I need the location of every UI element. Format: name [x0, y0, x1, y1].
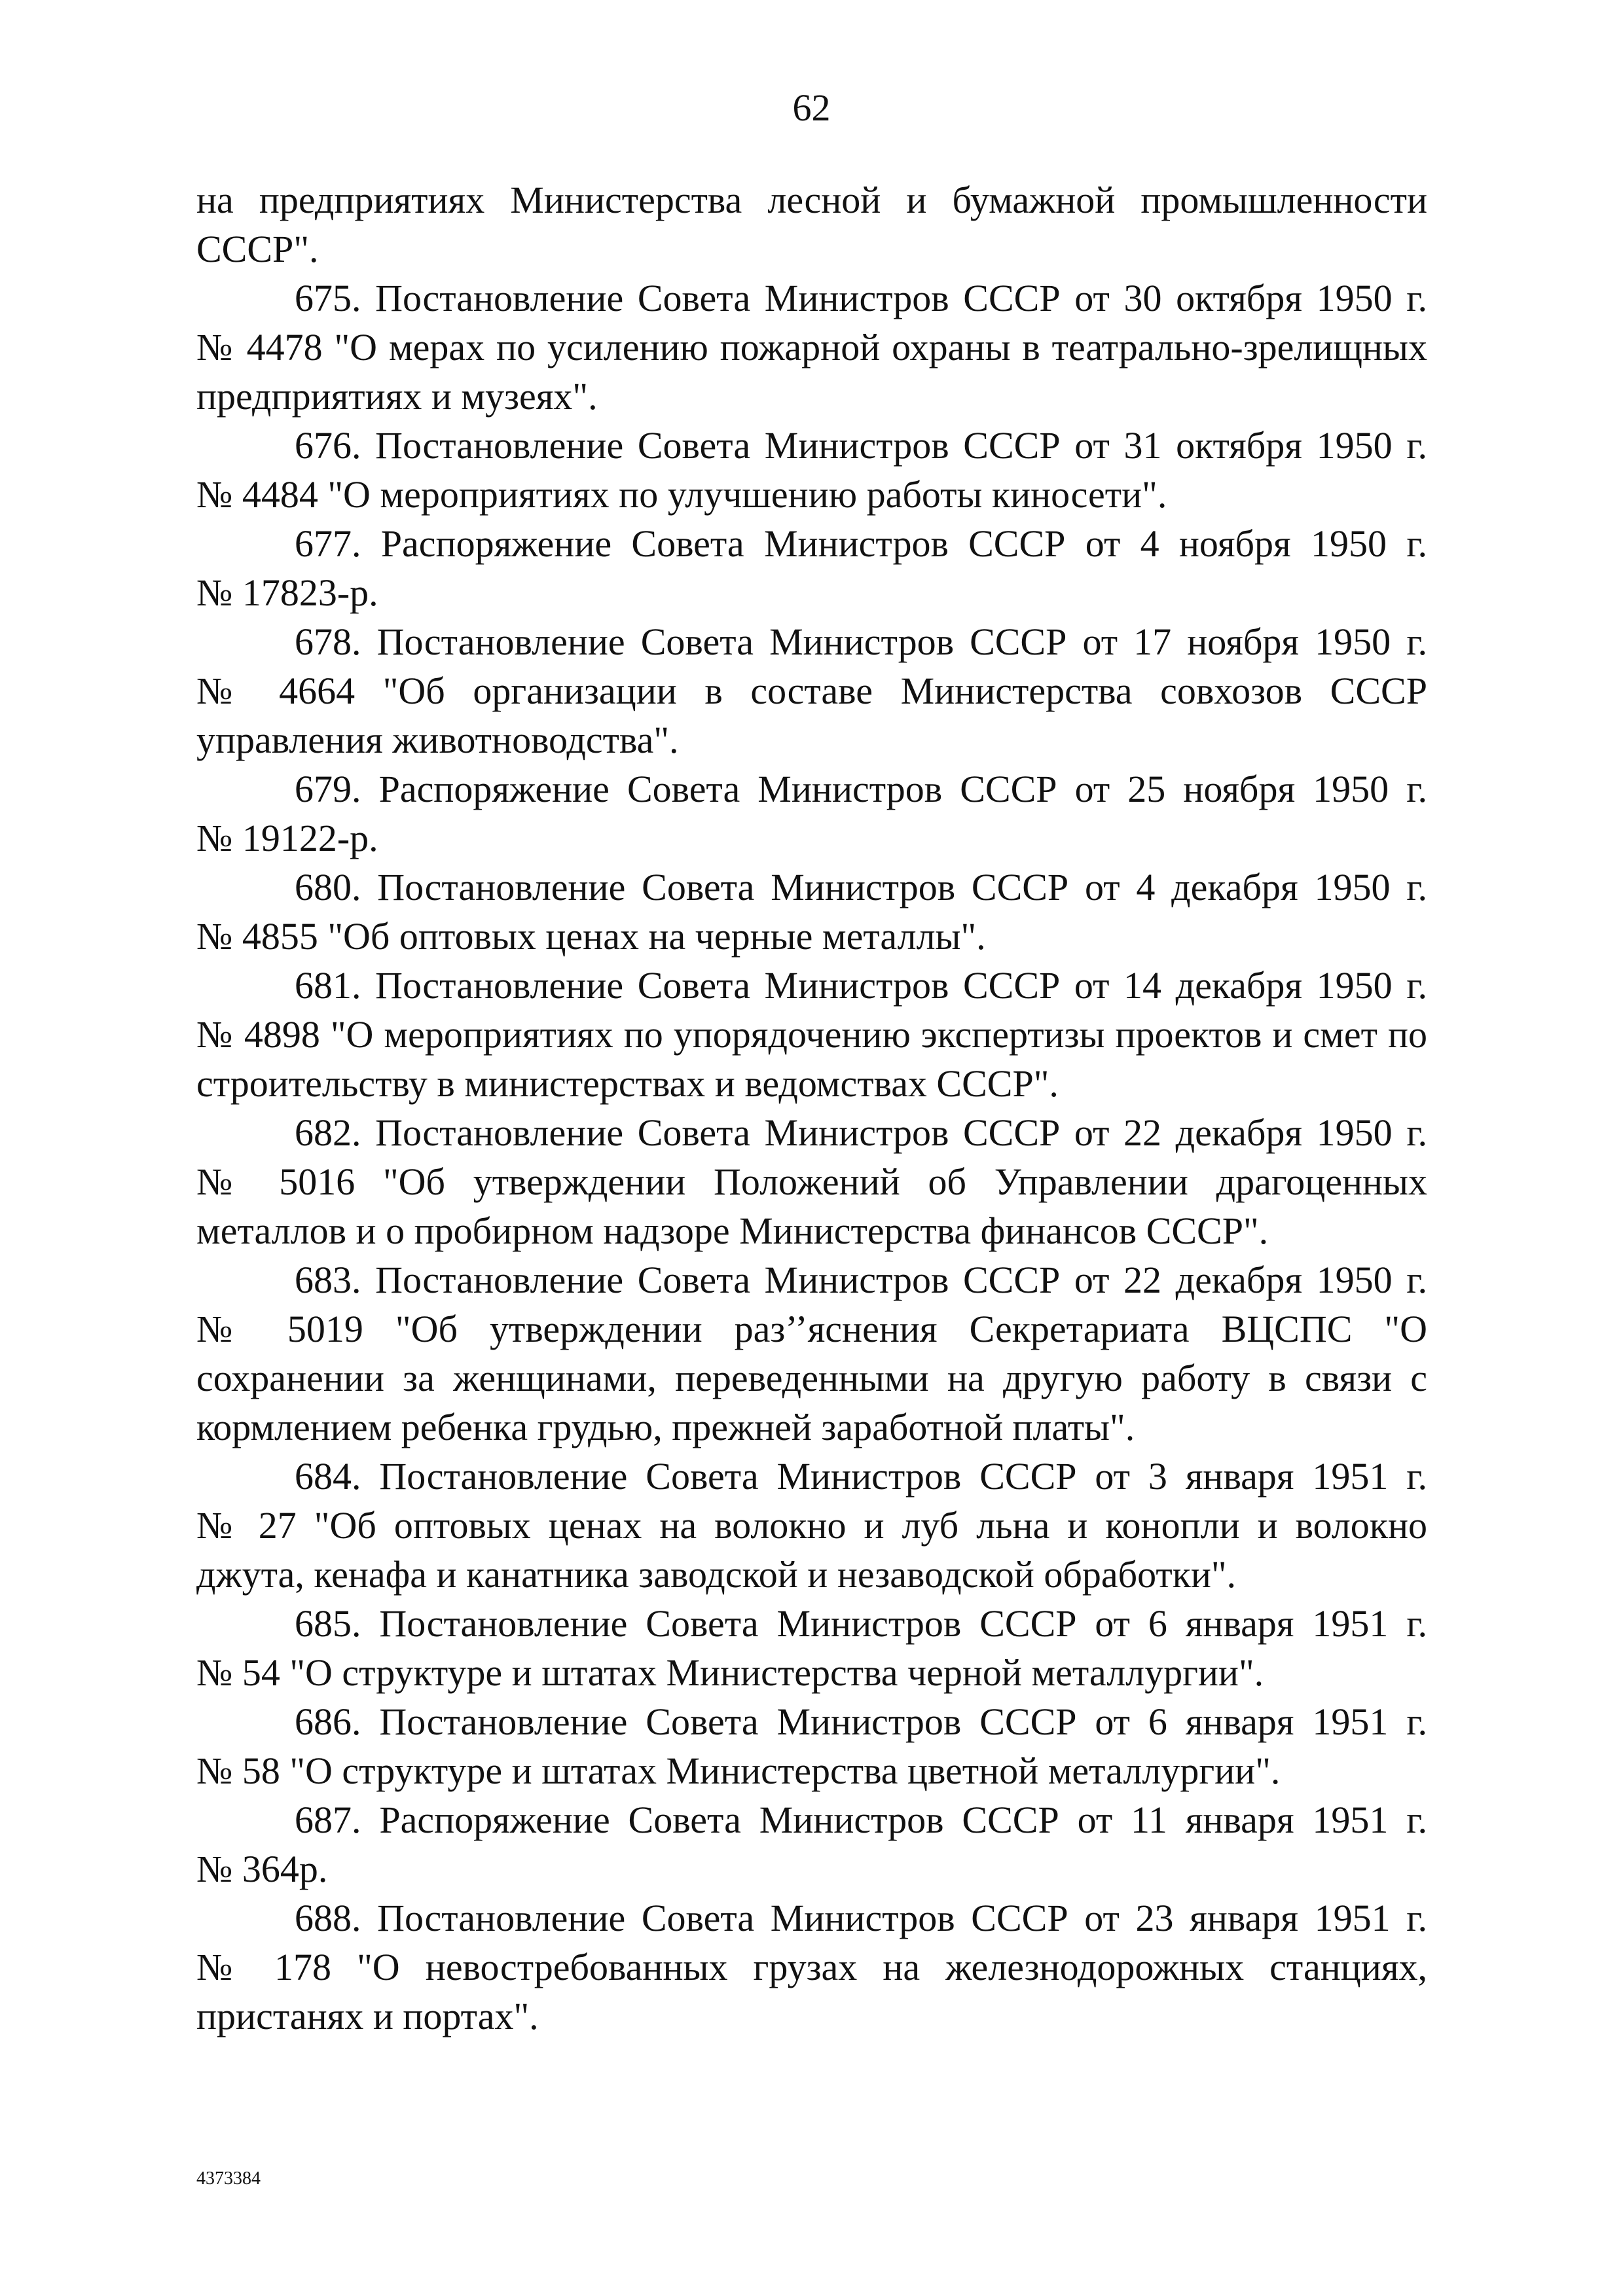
entry-heading: 688. Постановление Совета Министров СССР от 23 января 1951 г. [295, 1897, 1427, 1939]
entry-description: № 19122-р. [196, 817, 378, 859]
entry-description: № 17823-р. [196, 571, 378, 614]
entry-description: № 4898 "О мероприятиях по упорядочению экспертизы проектов и смет по строительству в министерствах и ведомствах СССР". [196, 1013, 1427, 1105]
list-item [196, 1599, 1427, 1697]
entry-heading: 687. Распоряжение Совета Министров СССР от 11 января 1951 г. [295, 1799, 1427, 1841]
list-item [196, 421, 1427, 519]
entry-description: № 4855 "Об оптовых ценах на черные металлы". [196, 915, 986, 958]
list-item [196, 764, 1427, 863]
entry-description: № 178 "О невостребованных грузах на железнодорожных станциях, пристанях и портах". [196, 1946, 1427, 2037]
entry-description: № 5016 "Об утверждении Положений об Управлении драгоценных металлов и о пробирном надзоре Министерства финансов СССР". [196, 1160, 1427, 1252]
entry-description: № 5019 "Об утверждении раз’’яснения Секретариата ВЦСПС "О сохранении за женщинами, переведенными на другую работу в связи с кормлением ребенка грудью, прежней заработной платы". [196, 1308, 1427, 1448]
document-body [196, 175, 1427, 2041]
entry-description: № 54 "О структуре и штатах Министерства черной металлургии". [196, 1651, 1264, 1694]
entry-heading: 686. Постановление Совета Министров СССР от 6 января 1951 г. [295, 1700, 1427, 1743]
list-item [196, 1255, 1427, 1452]
entry-heading: 678. Постановление Совета Министров СССР от 17 ноября 1950 г. [295, 620, 1427, 663]
list-item [196, 961, 1427, 1108]
entry-heading: 681. Постановление Совета Министров СССР от 14 декабря 1950 г. [295, 964, 1427, 1007]
entry-heading: 680. Постановление Совета Министров СССР от 4 декабря 1950 г. [295, 866, 1427, 908]
page-number: 62 [792, 86, 831, 129]
entry-heading: 675. Постановление Совета Министров СССР от 30 октября 1950 г. [295, 277, 1427, 319]
entry-description: № 27 "Об оптовых ценах на волокно и луб льна и конопли и волокно джута, кенафа и канатника заводской и незаводской обработки". [196, 1504, 1427, 1596]
entry-heading: 683. Постановление Совета Министров СССР от 22 декабря 1950 г. [295, 1259, 1427, 1301]
entry-description: № 364р. [196, 1848, 328, 1890]
list-item [196, 863, 1427, 961]
list-item [196, 1893, 1427, 2041]
entry-description: № 4478 "О мерах по усилению пожарной охраны в театрально-зрелищных предприятиях и музеях". [196, 326, 1427, 418]
entry-heading: 684. Постановление Совета Министров СССР от 3 января 1951 г. [295, 1455, 1427, 1498]
entry-heading: 677. Распоряжение Совета Министров СССР от 4 ноября 1950 г. [295, 522, 1427, 565]
entry-description: № 58 "О структуре и штатах Министерства цветной металлургии". [196, 1749, 1281, 1792]
list-item [196, 617, 1427, 764]
list-item [196, 1795, 1427, 1893]
document-code: 4373384 [196, 2168, 261, 2189]
entry-description: № 4484 "О мероприятиях по улучшению работы киносети". [196, 473, 1167, 516]
list-item [196, 519, 1427, 617]
entry-description: № 4664 "Об организации в составе Министерства совхозов СССР управления животноводства". [196, 670, 1427, 761]
list-item [196, 1452, 1427, 1599]
continuation-paragraph: на предприятиях Министерства лесной и бумажной промышленности СССР". [196, 179, 1427, 270]
list-item [196, 1108, 1427, 1255]
entry-heading: 685. Постановление Совета Министров СССР от 6 января 1951 г. [295, 1602, 1427, 1645]
list-item [196, 274, 1427, 421]
entry-heading: 676. Постановление Совета Министров СССР от 31 октября 1950 г. [295, 424, 1427, 467]
entry-heading: 679. Распоряжение Совета Министров СССР от 25 ноября 1950 г. [295, 768, 1427, 810]
list-item [196, 1697, 1427, 1795]
entry-heading: 682. Постановление Совета Министров СССР от 22 декабря 1950 г. [295, 1111, 1427, 1154]
